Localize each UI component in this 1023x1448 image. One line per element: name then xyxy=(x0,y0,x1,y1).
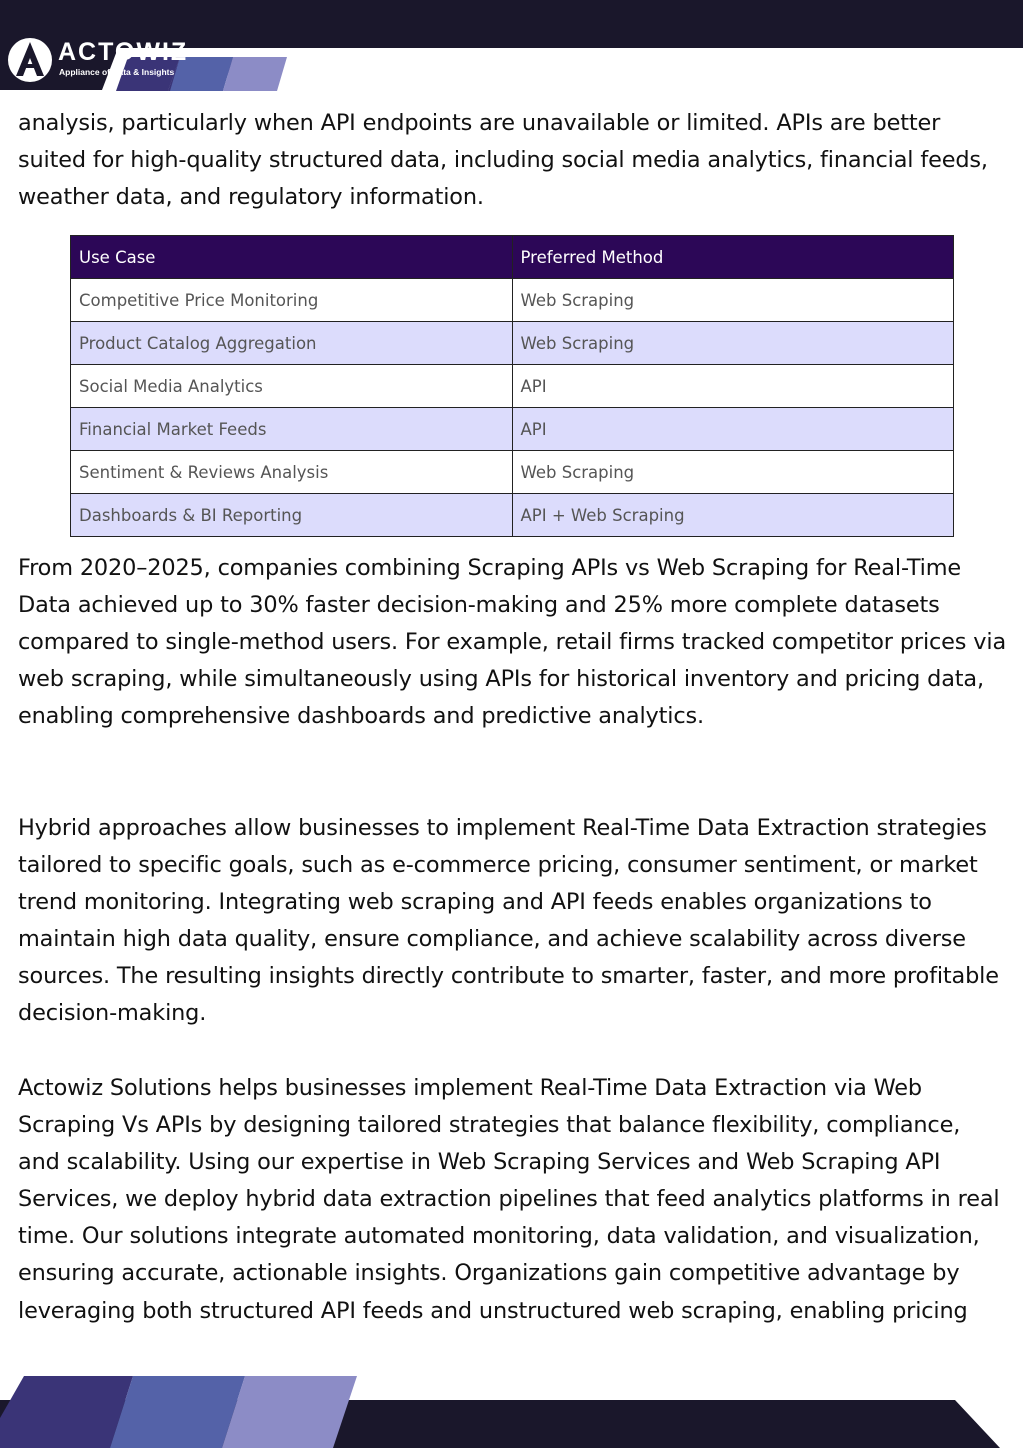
table-row xyxy=(71,322,954,365)
brand-tagline: Appliance of Data & Insights xyxy=(59,67,175,77)
cell-use-case: Financial Market Feeds xyxy=(71,408,513,451)
table-header-row xyxy=(71,236,954,279)
cell-use-case: Dashboards & BI Reporting xyxy=(71,494,513,537)
actowiz-logo-icon xyxy=(6,36,54,84)
cell-method: Web Scraping xyxy=(512,322,954,365)
paragraph-hybrid-approaches: Hybrid approaches allow businesses to implement Real-Time Data Extraction strategies tailored to specific goals, such as e-commerce pricing, consumer sentiment, or market trend monitoring. Integrating web scraping and API feeds enables organizations to maintain high data quality, ensure compliance, and achieve scalability across diverse sources. The resulting insights directly contribute to smarter, faster, and more profitable decision-making. xyxy=(18,815,999,1027)
footer-banner xyxy=(0,1370,1023,1448)
cell-use-case: Product Catalog Aggregation xyxy=(71,322,513,365)
cell-use-case: Sentiment & Reviews Analysis xyxy=(71,451,513,494)
header-preferred-method: Preferred Method xyxy=(512,236,954,279)
cell-use-case: Competitive Price Monitoring xyxy=(71,279,513,322)
cell-method: Web Scraping xyxy=(512,451,954,494)
table-row xyxy=(71,494,954,537)
paragraph-intro: analysis, particularly when API endpoints are unavailable or limited. APIs are better suited for high-quality structured data, including social media analytics, financial feeds, weather data, and regulatory information. xyxy=(18,110,988,211)
brand-name: ACTOWIZ xyxy=(58,38,189,66)
cell-method: API + Web Scraping xyxy=(512,494,954,537)
use-case-table xyxy=(70,235,954,537)
cell-method: Web Scraping xyxy=(512,279,954,322)
cell-method: API xyxy=(512,365,954,408)
table-row xyxy=(71,365,954,408)
table-row xyxy=(71,451,954,494)
table-row xyxy=(71,408,954,451)
table-row xyxy=(71,279,954,322)
cell-method: API xyxy=(512,408,954,451)
cell-use-case: Social Media Analytics xyxy=(71,365,513,408)
paragraph-actowiz-solutions: Actowiz Solutions helps businesses implement Real-Time Data Extraction via Web Scraping Vs APIs by designing tailored strategies that balance flexibility, compliance, and scalability. Using our expertise in Web Scraping Services and Web Scraping API Services, we deploy hybrid data extraction pipelines that feed analytics platforms in real time. Our solutions integrate automated monitoring, data validation, and visualization, ensuring accurate, actionable insights. Organizations gain competitive advantage by leveraging both structured API feeds and unstructured web scraping, enabling pricing xyxy=(18,1075,1000,1324)
paragraph-hybrid-results: From 2020–2025, companies combining Scraping APIs vs Web Scraping for Real-Time Data achieved up to 30% faster decision-making and 25% more complete datasets compared to single-method users. For example, retail firms tracked competitor prices via web scraping, while simultaneously using APIs for historical inventory and pricing data, enabling comprehensive dashboards and predictive analytics. xyxy=(18,555,1007,730)
header-use-case: Use Case xyxy=(71,236,513,279)
